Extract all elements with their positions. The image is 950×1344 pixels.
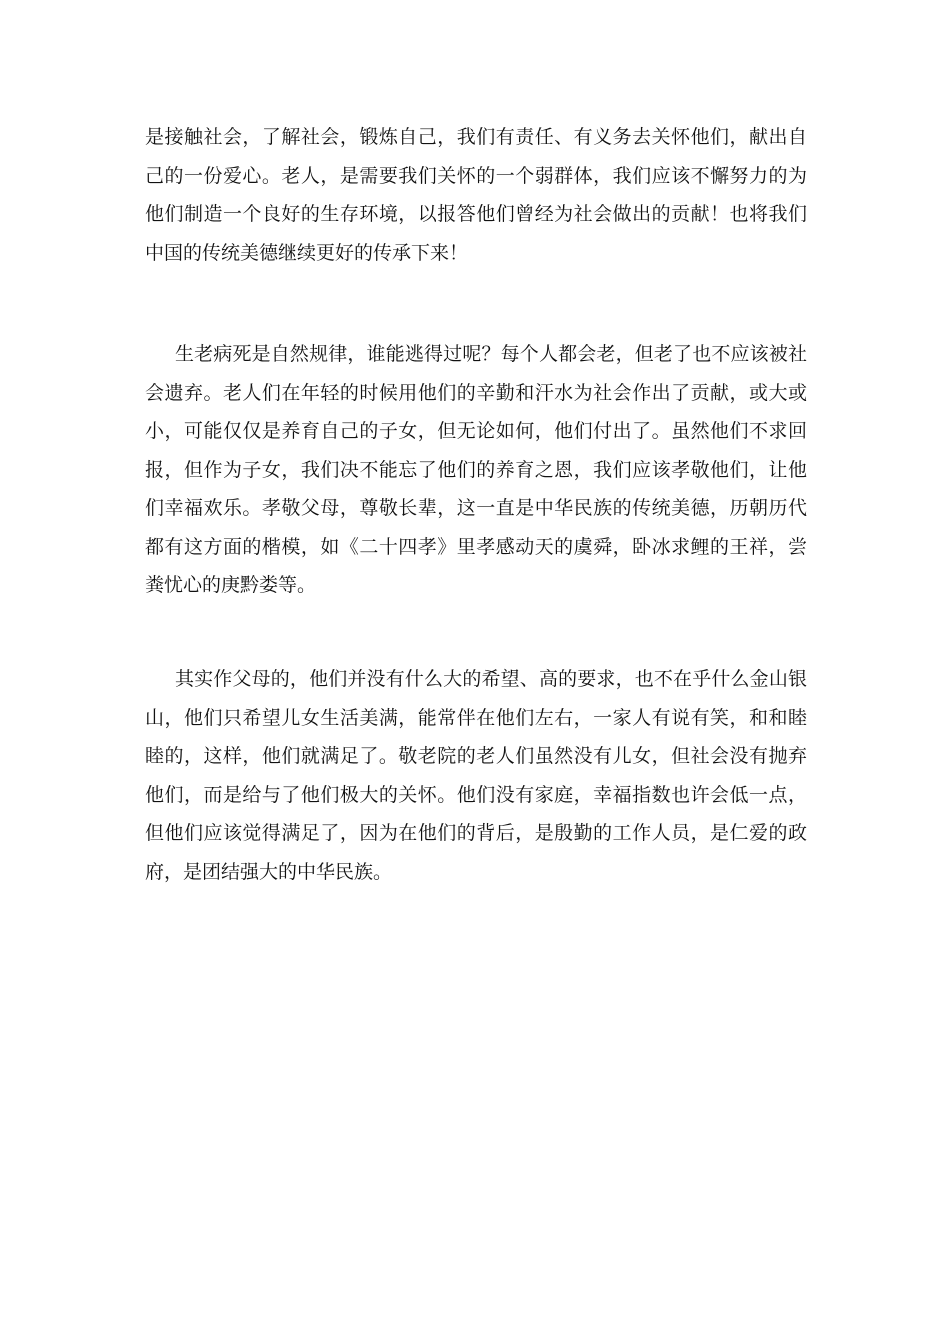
paragraph-3: 其实作父母的，他们并没有什么大的希望、高的要求，也不在乎什么金山银山，他们只希望儿女生活美满，能常伴在他们左右，一家人有说有笑，和和睦睦的，这样，他们就满足了。敬老院的老人们虽然没有儿女，但社会没有抛弃他们，而是给与了他们极大的关怀。他们没有家庭，幸福指数也许会低一点，但他们应该觉得满足了，因为在他们的背后，是殷勤的工作人员，是仁爱的政府，是团结强大的中华民族。 — [145, 668, 807, 883]
paragraph-2: 生老病死是自然规律，谁能逃得过呢？每个人都会老，但老了也不应该被社会遗弃。老人们在年轻的时候用他们的辛勤和汗水为社会作出了贡献，或大或小，可能仅仅是养育自己的子女，但无论如何，他们付出了。虽然他们不求回报，但作为子女，我们决不能忘了他们的养育之恩，我们应该孝敬他们，让他们幸福欢乐。孝敬父母，尊敬长辈，这一直是中华民族的传统美德，历朝历代都有这方面的楷模，如《二十四孝》里孝感动天的虞舜，卧冰求鲤的王祥，尝粪忧心的庚黔娄等。 — [145, 343, 807, 596]
paragraph-1: 是接触社会，了解社会，锻炼自己，我们有责任、有义务去关怀他们，献出自己的一份爱心。老人，是需要我们关怀的一个弱群体，我们应该不懈努力的为他们制造一个良好的生存环境，以报答他们曾经为社会做出的贡献！也将我们中国的传统美德继续更好的传承下来！ — [145, 126, 807, 264]
